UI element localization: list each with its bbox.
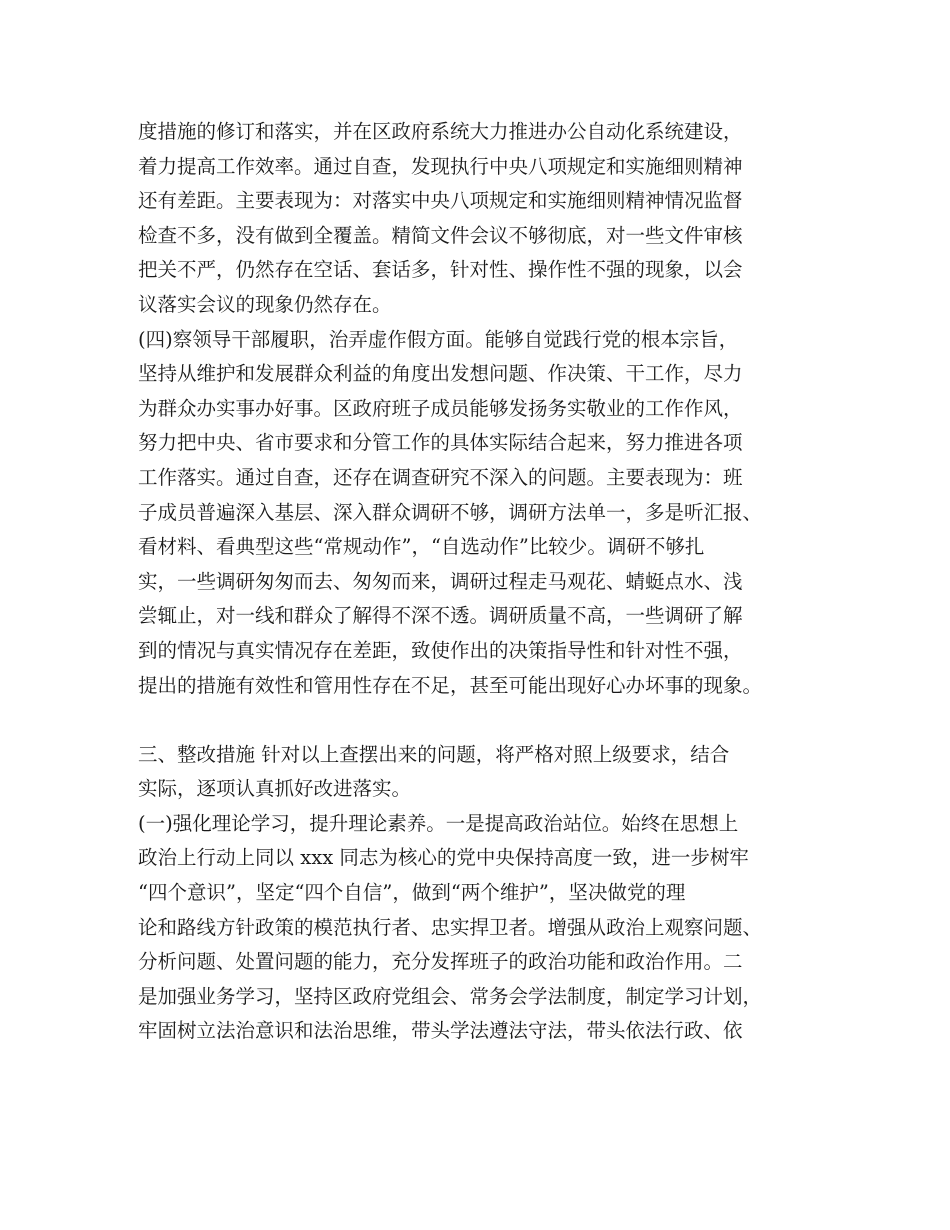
document-body bbox=[138, 115, 838, 1049]
text-line: 为群众办实事办好事。区政府班子成员能够发扬务实敬业的工作作风， bbox=[138, 396, 743, 420]
text-line: 实际，逐项认真抓好改进落实。 bbox=[138, 777, 412, 801]
text-line: 是加强业务学习，坚持区政府党组会、常务会学法制度，制定学习计划， bbox=[138, 984, 763, 1008]
text-line: 工作落实。通过自查，还存在调查研究不深入的问题。主要表现为：班 bbox=[138, 465, 743, 489]
text-line: 议落实会议的现象仍然存在。 bbox=[138, 292, 392, 316]
text-line: 子成员普遍深入基层、深入群众调研不够，调研方法单一，多是听汇报、 bbox=[138, 500, 763, 524]
text-line: “四个意识”，坚定“四个自信”，做到“两个维护”，坚决做党的理 bbox=[138, 881, 686, 905]
text-line: 提出的措施有效性和管用性存在不足，甚至可能出现好心办坏事的现象。 bbox=[138, 673, 763, 697]
text-line: 度措施的修订和落实，并在区政府系统大力推进办公自动化系统建设， bbox=[138, 120, 743, 143]
text-line: 尝辄止，对一线和群众了解得不深不透。调研质量不高，一些调研了解 bbox=[138, 604, 743, 628]
text-line: 看材料、看典型这些“常规动作”，“自选动作”比较少。调研不够扎 bbox=[138, 535, 705, 559]
text-line: 论和路线方针政策的模范执行者、忠实捍卫者。增强从政治上观察问题、 bbox=[138, 915, 763, 939]
text-line: 还有差距。主要表现为：对落实中央八项规定和实施细则精神情况监督 bbox=[138, 189, 743, 213]
text-line: 把关不严，仍然存在空话、套话多，针对性、操作性不强的现象，以会 bbox=[138, 258, 743, 282]
section-heading-four: (四)察领导干部履职，治弄虚作假方面。能够自觉践行党的根本宗旨， bbox=[138, 327, 739, 351]
paragraph-gap bbox=[138, 703, 838, 738]
subsection-heading-one: (一)强化理论学习，提升理论素养。一是提高政治站位。始终在思想上 bbox=[138, 811, 739, 835]
text-line: 牢固树立法治意识和法治思维，带头学法遵法守法，带头依法行政、依 bbox=[138, 1019, 743, 1043]
text-line: 检查不多，没有做到全覆盖。精简文件会议不够彻底，对一些文件审核 bbox=[138, 223, 743, 247]
text-line: 着力提高工作效率。通过自查，发现执行中央八项规定和实施细则精神 bbox=[138, 154, 743, 178]
text-line: 实，一些调研匆匆而去、匆匆而来，调研过程走马观花、蜻蜓点水、浅 bbox=[138, 569, 743, 593]
text-line: 到的情况与真实情况存在差距，致使作出的决策指导性和针对性不强， bbox=[138, 638, 743, 662]
text-line: 坚持从维护和发展群众利益的角度出发想问题、作决策、干工作，尽力 bbox=[138, 362, 743, 386]
text-line: 政治上行动上同以 xxx 同志为核心的党中央保持高度一致，进一步树牢 bbox=[138, 846, 749, 870]
text-line: 分析问题、处置问题的能力，充分发挥班子的政治功能和政治作用。二 bbox=[138, 950, 743, 974]
section-heading-three: 三、整改措施 针对以上查摆出来的问题，将严格对照上级要求，结合 bbox=[138, 742, 730, 766]
text-line: 努力把中央、省市要求和分管工作的具体实际结合起来，努力推进各项 bbox=[138, 431, 743, 455]
